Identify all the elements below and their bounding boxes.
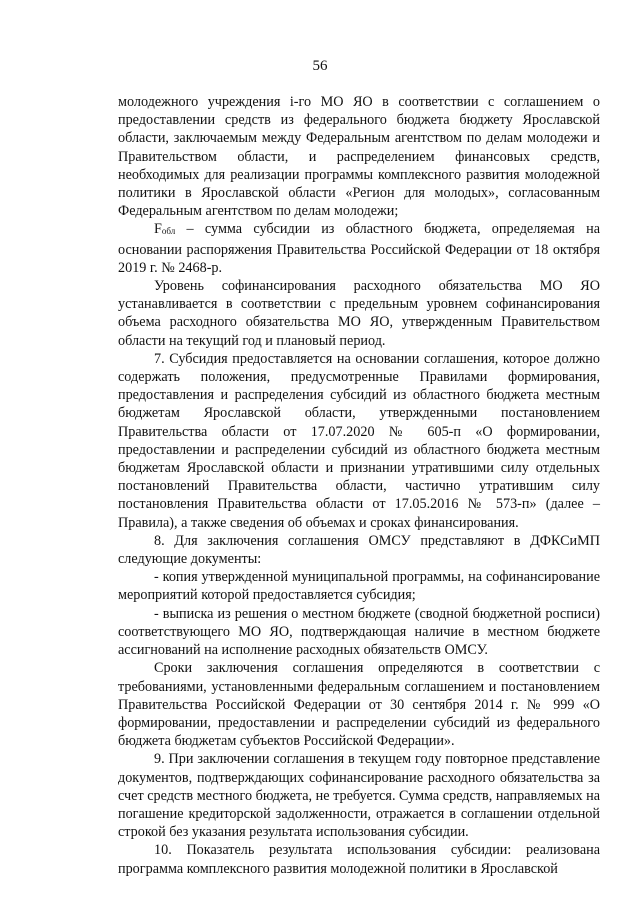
paragraph-cofinancing-level: Уровень софинансирования расходного обязательства МО ЯО устанавливается в соответствии с предельным уровнем софинансирования объема расходного обязательства МО ЯО, утвержденным Правительством области на текущий год и плановый период. <box>118 278 600 349</box>
list-item-program-copy: - копия утвержденной муниципальной программы, на софинансирование мероприятий которой предоставляется субсидия; <box>118 569 600 604</box>
page-number: 56 <box>312 58 328 74</box>
formula-symbol: F <box>154 221 162 238</box>
paragraph-item-9: 9. При заключении соглашения в текущем году повторное представление документов, подтверждающих софинансирование расходного обязательства за счет средств местного бюджета, не требуется. Сумма средств, направляемых на погашение кредиторской задолженности, отражается в соглашении отдельной строкой без указания результата использования субсидии. <box>118 751 600 841</box>
paragraph-item-7: 7. Субсидия предоставляется на основании соглашения, которое должно содержать положения, предусмотренные Правилами формирования, предоставления и распределения субсидий из областного бюджета местным бюджетам Ярославской области, утвержденными постановлением Правительства области от 17.07.2020 № 605-п «О формировании, предоставлении и распределении субсидий из областного бюджета местным бюджетам Ярославской области и признании утратившими силу отдельных постановлений Правительства области, частично утратившим силу постановления Правительства области от 17.05.2016 № 573-п» (далее – Правила), а также сведения об объемах и сроках финансирования. <box>118 350 600 531</box>
paragraph-f-obl-definition <box>118 220 600 277</box>
paragraph-agreement-terms: Сроки заключения соглашения определяются в соответствии с требованиями, установленными федеральным соглашением и постановлением Правительства Российской Федерации от 30 сентября 2014 г. № 999 «О формировании, предоставлении и распределении субсидий из федерального бюджета бюджетам субъектов Российской Федерации». <box>118 660 600 750</box>
paragraph-item-8: 8. Для заключения соглашения ОМСУ представляют в ДФКСиМП следующие документы: <box>118 532 600 568</box>
formula-subscript: обл <box>161 226 176 237</box>
list-item-budget-extract: - выписка из решения о местном бюджете (сводной бюджетной росписи) соответствующего МО ЯО, подтверждающая наличие в местном бюджете ассигнований на исполнение расходных обязательств ОМСУ. <box>118 605 600 659</box>
paragraph-item-10: 10. Показатель результата использования субсидии: реализована программа комплексного развития молодежной политики в Ярославской <box>118 842 600 877</box>
paragraph-continuation: молодежного учреждения i-го МО ЯО в соответствии с соглашением о предоставлении средств из федерального бюджета бюджету Ярославской области, заключаемым между Федеральным агентством по делам молодежи и Правительством области, и распределением финансовых средств, необходимых для реализации программы комплексного развития молодежной политики в Ярославской области «Регион для молодых», согласованным Федеральным агентством по делам молодежи; <box>118 94 600 220</box>
document-body <box>118 93 600 878</box>
formula-definition-text: – сумма субсидии из областного бюджета, определяемая на основании распоряжения Правительства Российской Федерации от 18 октября 2019 г. № 2468-р. <box>118 221 600 276</box>
